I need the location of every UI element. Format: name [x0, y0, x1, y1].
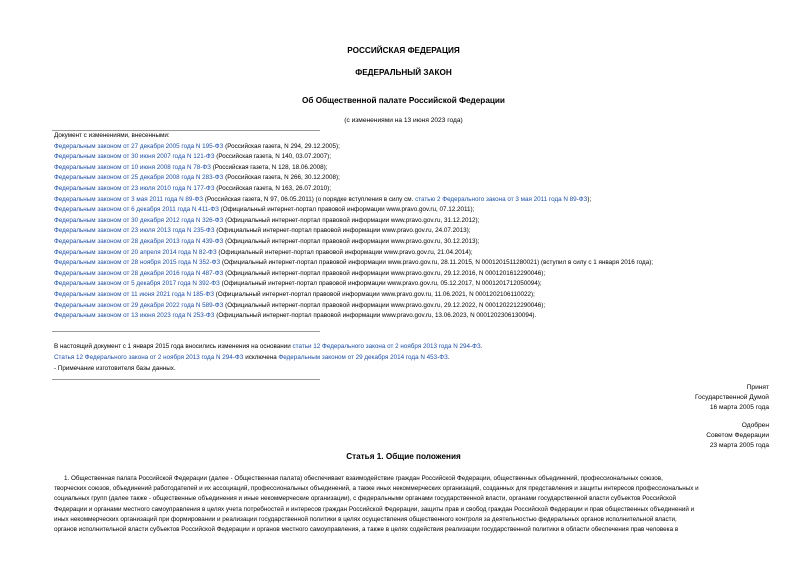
amendment-source-text: (Официальный интернет-портал правовой информации www.pravo.gov.ru, 29.12.2022, N 0001202212290046); [223, 301, 546, 309]
amendment-item [54, 290, 794, 301]
amendment-item [54, 152, 794, 163]
amendment-item [54, 248, 794, 259]
law-type-heading: ФЕДЕРАЛЬНЫЙ ЗАКОН [355, 68, 452, 77]
amendment-law-link[interactable]: Федеральным законом от 13 июня 2023 года N 253-ФЗ [54, 312, 215, 320]
note-link-article-12-excluded[interactable]: Статья 12 Федерального закона от 2 ноября 2013 года N 294-ФЗ [54, 353, 244, 361]
amendment-law-link[interactable]: Федеральным законом от 6 декабря 2011 года N 411-ФЗ [54, 206, 219, 214]
amendment-source-text: (Официальный интернет-портал правовой информации www.pravo.gov.ru, 07.12.2011); [218, 206, 475, 214]
note-link-law-453[interactable]: Федеральным законом от 29 декабря 2014 года N 453-ФЗ [278, 353, 448, 361]
adopted-date: 16 марта 2005 года [709, 403, 769, 411]
amendment-source-text: (Официальный интернет-портал правовой информации www.pravo.gov.ru, 05.12.2017, N 0001201712050094); [219, 280, 542, 288]
amendment-law-link[interactable]: Федеральным законом от 28 декабря 2016 года N 487-ФЗ [54, 269, 224, 277]
amendment-reference-link[interactable]: статью 2 Федерального закона от 3 мая 2011 года N 89-ФЗ [415, 195, 588, 203]
approved-block [706, 421, 769, 450]
adopted-label: Принят [746, 384, 769, 391]
amendment-law-link[interactable]: Федеральным законом от 23 июля 2010 года N 177-ФЗ [54, 184, 215, 192]
amendments-list [54, 142, 794, 322]
amendment-source-text: (Официальный интернет-портал правовой информации www.pravo.gov.ru, 24.07.2013); [214, 227, 471, 235]
editor-note-block [54, 342, 794, 374]
amendment-item [54, 142, 794, 153]
amendment-law-link[interactable]: Федеральным законом от 5 декабря 2017 года N 392-ФЗ [54, 280, 220, 288]
note-link-article-12[interactable]: статьи 12 Федерального закона от 2 ноября 2013 года N 294-ФЗ [292, 343, 481, 350]
amendment-item [54, 226, 794, 237]
amendment-item [54, 173, 794, 184]
editor-note-line-2 [54, 353, 794, 364]
paragraph-line: 1. Общественная палата Российской Федерации (далее - Общественная палата) обеспечивает взаимодействие граждан Российской Федерации, общественных объединений, профессиональных союзов, [64, 475, 663, 482]
paragraph-line: социальных групп (далее также - общественные объединения и иные некоммерческие организации), с федеральными органами государственной власти, органами государственной власти субъектов Российской [54, 495, 676, 503]
editor-note-line-3: - Примечание изготовителя базы данных. [54, 364, 176, 372]
amendment-law-link[interactable]: Федеральным законом от 30 июня 2007 года N 121-ФЗ [54, 153, 215, 161]
amendment-source-text: (Официальный интернет-портал правовой информации www.pravo.gov.ru, 29.12.2016, N 0001201612290046); [223, 269, 546, 277]
approved-body: Советом Федерации [706, 431, 769, 439]
amendment-item [54, 311, 794, 322]
amendment-law-link[interactable]: Федеральным законом от 3 мая 2011 года N 89-ФЗ [54, 195, 204, 203]
article-1-title: Статья 1. Общие положения [346, 452, 461, 461]
amendment-item [54, 301, 794, 312]
approved-date: 23 марта 2005 года [709, 441, 769, 449]
revision-note: (с изменениями на 13 июня 2023 года) [344, 117, 463, 124]
law-title: Об Общественной палате Российской Федерации [302, 96, 505, 105]
amendment-item [54, 195, 794, 206]
editor-note-line-1 [54, 342, 794, 353]
adopted-block [695, 383, 769, 412]
amendment-source-text: ); [587, 195, 592, 203]
paragraph-line: органов исполнительной власти субъектов Российской Федерации и органов местного самоуправления, а также в целях содействия реализации государственной политики в области обеспечения прав человека в [54, 525, 679, 533]
amendment-source-text: (Российская газета, N 266, 30.12.2008); [223, 174, 340, 182]
paragraph-line: творческих союзов, объединений работодателей и их ассоциаций, профессиональных объединений, а также иных некоммерческих организаций, созданных для представления и защиты интересов профессиональных и [54, 485, 699, 493]
amendment-source-text: (Российская газета, N 128, 18.06.2008); [210, 163, 328, 171]
paragraph-line: Федерации и органами местного самоуправления в целях учета потребностей и интересов граждан Российской Федерации, защиты прав и свобод граждан Российской Федерации и прав общественных объединений и [54, 505, 695, 513]
article-1-paragraph [54, 474, 766, 535]
amendment-item [54, 163, 794, 174]
amendment-source-text: (Российская газета, N 140, 03.07.2007); [214, 153, 331, 161]
amendment-item [54, 258, 794, 269]
note-text: . [480, 343, 483, 350]
amendments-block [54, 131, 794, 322]
amendment-law-link[interactable]: Федеральным законом от 25 декабря 2008 года N 283-ФЗ [54, 174, 224, 182]
amendment-item [54, 237, 794, 248]
amendment-source-text: (Российская газета, N 294, 29.12.2005); [223, 142, 340, 150]
amendment-source-text: (Официальный интернет-портал правовой информации www.pravo.gov.ru, 31.12.2012); [223, 216, 480, 224]
amendment-source-text: (Российская газета, N 97, 06.05.2011) (о порядке вступления в силу см. [203, 195, 416, 203]
amendment-law-link[interactable]: Федеральным законом от 23 июля 2013 года N 235-ФЗ [54, 227, 215, 235]
amendment-source-text: (Официальный интернет-портал правовой информации www.pravo.gov.ru, 30.12.2013); [223, 237, 480, 245]
amendment-source-text: (Официальный интернет-портал правовой информации www.pravo.gov.ru, 11.06.2021, N 0001202106110022); [214, 290, 535, 298]
amendment-law-link[interactable]: Федеральным законом от 29 декабря 2022 года N 589-ФЗ [54, 301, 224, 309]
amendment-source-text: (Официальный интернет-портал правовой информации www.pravo.gov.ru, 28.11.2015, N 0001201511280021) (вступил в силу с 1 января 2016 года); [220, 259, 654, 267]
amendment-item [54, 184, 794, 195]
amendment-law-link[interactable]: Федеральным законом от 11 июня 2021 года N 185-ФЗ [54, 290, 214, 298]
note-text: В настоящий документ с 1 января 2015 года вносились изменения на основании [54, 343, 293, 350]
amendment-law-link[interactable]: Федеральным законом от 10 июня 2008 года N 78-ФЗ [54, 163, 211, 171]
country-heading: РОССИЙСКАЯ ФЕДЕРАЦИЯ [347, 46, 460, 55]
amendment-law-link[interactable]: Федеральным законом от 20 апреля 2014 года N 82-ФЗ [54, 248, 217, 256]
amendment-item [54, 279, 794, 290]
paragraph-line: иных некоммерческих организаций при формировании и реализации государственной политики в целях осуществления общественного контроля за деятельностью федеральных органов исполнительной власти, [54, 515, 677, 523]
note-text: . [447, 353, 450, 361]
amendment-law-link[interactable]: Федеральным законом от 27 декабря 2005 года N 195-ФЗ [54, 142, 224, 150]
amendment-source-text: (Официальный интернет-портал правовой информации www.pravo.gov.ru, 21.04.2014); [216, 248, 473, 256]
note-bottom-divider [52, 379, 320, 380]
amendments-bottom-divider [52, 331, 320, 332]
amendments-intro: Документ с изменениями, внесенными: [54, 132, 170, 139]
amendment-item [54, 205, 794, 216]
amendment-item [54, 269, 794, 280]
amendment-item [54, 216, 794, 227]
adopted-body: Государственной Думой [695, 393, 769, 401]
amendment-law-link[interactable]: Федеральным законом от 28 ноября 2015 года N 352-ФЗ [54, 259, 221, 267]
amendment-law-link[interactable]: Федеральным законом от 28 декабря 2013 года N 439-ФЗ [54, 237, 224, 245]
amendment-law-link[interactable]: Федеральным законом от 30 декабря 2012 года N 326-ФЗ [54, 216, 224, 224]
amendment-source-text: (Официальный интернет-портал правовой информации www.pravo.gov.ru, 13.06.2023, N 0001202306130094). [214, 312, 537, 320]
amendment-source-text: (Российская газета, N 163, 26.07.2010); [214, 184, 332, 192]
approved-label: Одобрен [741, 422, 769, 429]
note-text: исключена [243, 353, 279, 361]
